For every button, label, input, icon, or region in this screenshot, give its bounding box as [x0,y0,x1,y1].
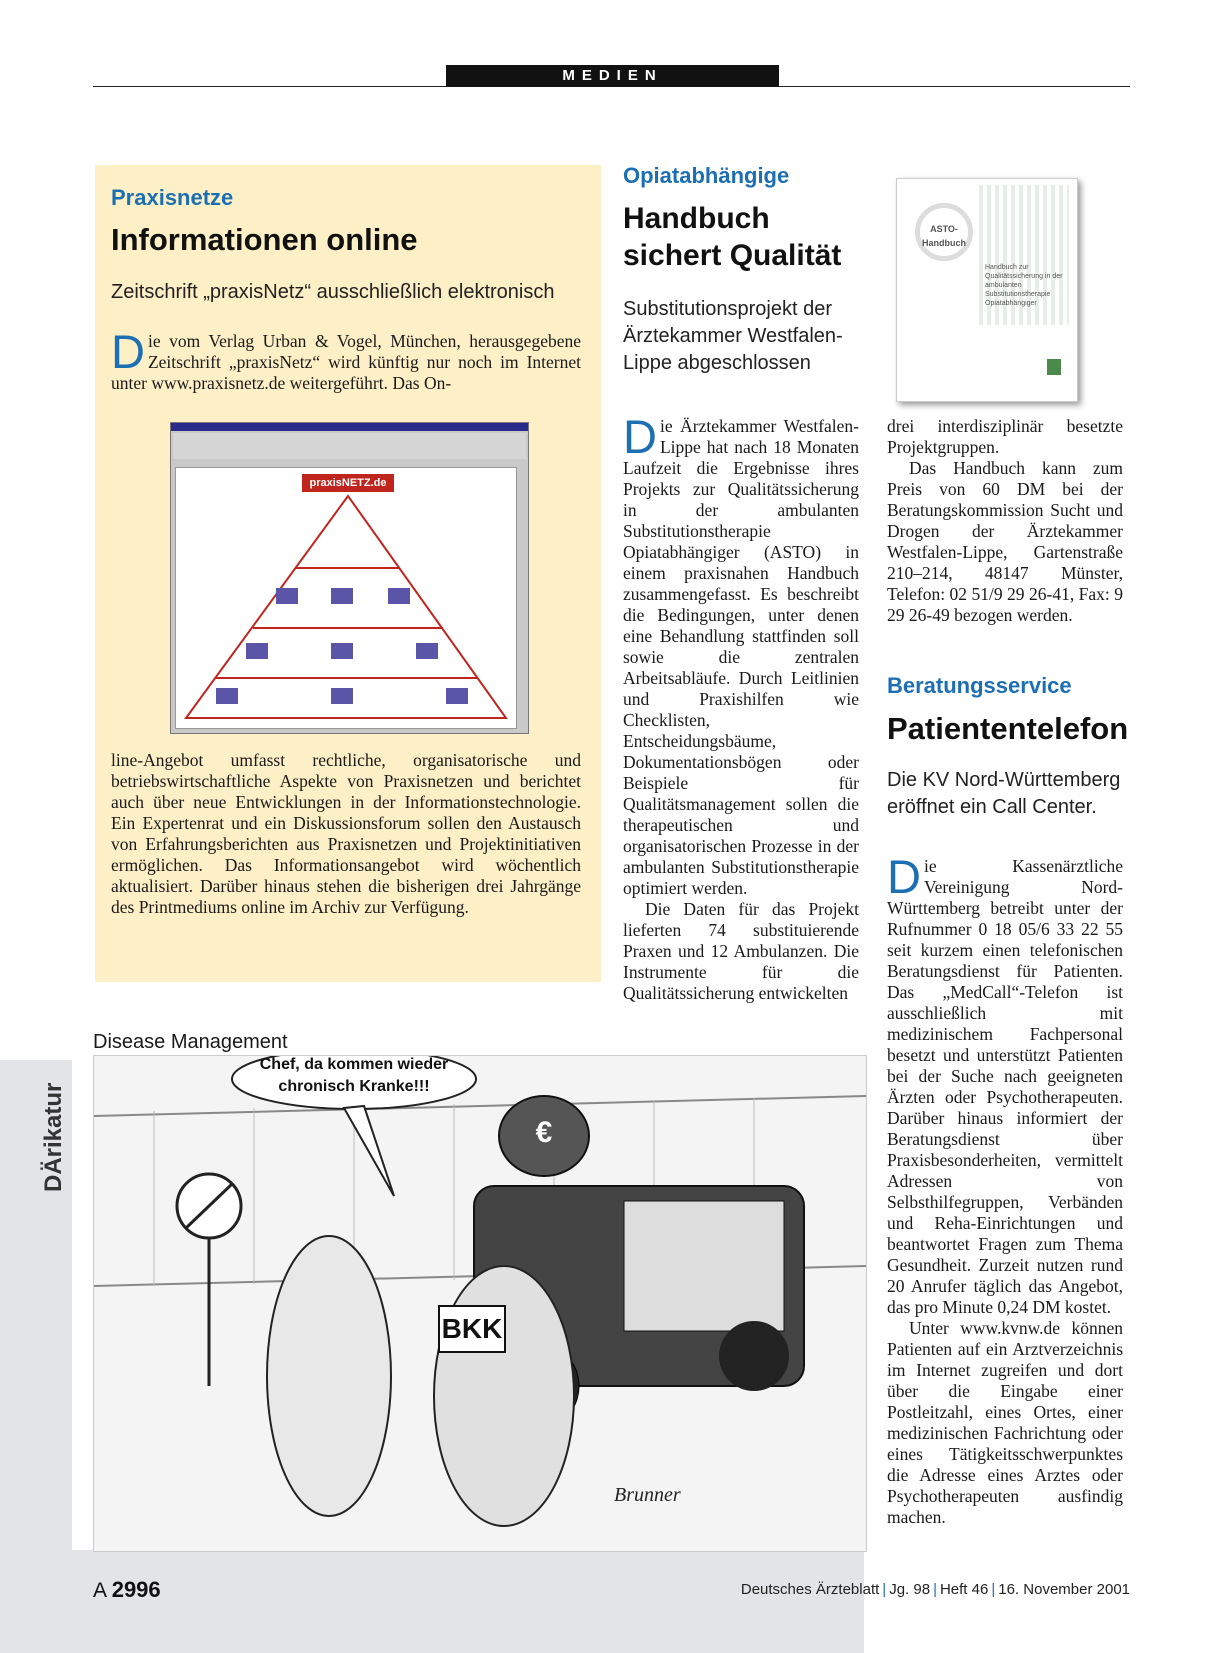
article2-p3: drei interdisziplinär besetzte Projektgruppen. [887,416,1123,457]
kicker-beratungsservice: Beratungsservice [887,673,1072,698]
article2-column-1 [623,410,859,1004]
journal-date: 16. November 2001 [998,1581,1130,1598]
article1-continuation: line-Angebot umfasst rechtliche, organisatorische und betriebswirtschaftliche Aspekte von Praxisnetzen und berichtet auch über neue Entwicklungen in der Informationstechnologie. Ein Expertenrat und ein Diskussionsforum sollen den Austausch von Erfahrungsberichten aus Praxisnetzen und Projektinitiativen ermöglichen. Das Informationsangebot wird wöchentlich aktualisiert. Darüber hinaus stehen die bisherigen drei Jahrgänge des Printmediums online im Archiv zur Verfügung. [111,750,581,917]
deck-call-center: Die KV Nord-Württemberg eröffnet ein Call Center. [887,769,1121,818]
article2-p1: ie Ärztekammer Westfalen-Lippe hat nach 18 Monaten Laufzeit die Ergebnisse ihres Projekts zur Qualitätssicherung in der ambulanten Substitutionstherapie Opiatabhängiger (ASTO) in einem praxisnahen Handbuch zusammengefasst. Es beschreibt die Bedingungen, unter denen eine Behandlung stattfinden soll sowie die zentralen Arbeitsabläufe. Durch Leitlinien und Praxishilfen wie Checklisten, Entscheidungsbäume, Dokumentationsbögen oder Beispiele für Qualitätsmanagement sollen die therapeutischen und organisatorischen Prozesse in der ambulanten Substitutionstherapie optimiert werden. [623,416,859,898]
dropcap: D [887,850,921,903]
bkk-jacket-label: BKK [441,1313,503,1344]
deck-substitutionsprojekt: Substitutionsprojekt der Ärztekammer Westfalen-Lippe abgeschlossen [623,298,843,374]
journal-issue: Heft 46 [939,1581,989,1598]
book-logo: ASTO-Handbuch [915,203,973,261]
dropcap: D [111,325,145,378]
asto-handbuch-cover [896,178,1078,402]
browser-toolbar [173,433,526,459]
dropcap: D [623,410,657,463]
deck-praxisnetz: Zeitschrift „praxisNetz“ ausschließlich elektronisch [111,281,555,303]
article3-p1: ie Kassenärztliche Vereinigung Nord-Württemberg betreibt unter der Rufnummer 0 18 05/6 33 22 55 seit kurzem einen telefonischen Beratungsdienst für Patienten. Das „MedCall“-Telefon ist ausschließlich mit medizinischem Fachpersonal besetzt und unterstützt Patienten bei der Suche nach geeigneten Ärzten oder Psychotherapeuten. Darüber hinaus informiert der Beratungsdienst über Praxisbesonderheiten, vermittelt Adressen von Selbsthilfegruppen, Verbänden und Reha-Einrichtungen und beantwortet Fragen zum Thema Gesundheit. Zurzeit nutzen rund 20 Anrufer täglich das Angebot, das pro Minute 0,24 DM kostet. [887,856,1123,1317]
artist-signature: Brunner [614,1484,681,1506]
article3-body [887,850,1123,1528]
praxisnetz-website-screenshot [170,422,529,734]
page-number: 2996 [111,1577,161,1602]
book-subtitle: Handbuch zur Qualitätssicherung in der ambulanten Substitutionstherapie Opiatabhängiger [985,264,1063,307]
journal-footer: Deutsches Ärzteblatt | Jg. 98 | Heft 46 | 16. November 2001 [740,1581,1130,1598]
cartoon-disease-management [93,1055,867,1552]
window-titlebar [171,423,528,431]
cartoon-caption: Disease Management [93,1031,288,1053]
article1-lead-text: ie vom Verlag Urban & Vogel, München, herausgegebene Zeitschrift „praxisNetz“ wird künftig nur noch im Internet unter www.praxisnetz.de weitergeführt. Das On- [111,331,581,393]
article3-p2: Unter www.kvnw.de können Patienten auf ein Arztverzeichnis im Internet zugreifen und dort über die Eingabe einer Postleitzahl, eines Ortes, einer medizinischen Fachrichtung oder eines Tätigkeitsschwerpunktes die Adresse eines Arztes oder Psychotherapeuten ausfindig machen. [887,1318,1123,1527]
page-folio [93,1577,161,1603]
kicker-praxisnetze: Praxisnetze [111,185,234,210]
headline-handbuch [623,200,841,274]
euro-sack-icon: € [535,1116,553,1149]
pyramid-graphic [176,468,516,728]
speech-bubble-text: Chef, da kommen wieder chronisch Kranke!!! [259,1056,449,1095]
darikatur-label: DÄrikatur [40,1082,67,1192]
journal-volume: Jg. 98 [889,1581,931,1598]
article2-column-2 [887,416,1123,626]
article2-p2: Die Daten für das Projekt lieferten 74 substituierende Praxen und 12 Ambulanzen. Die Instrumente für die Qualitätssicherung entwickelten [623,899,859,1003]
website-page [175,467,517,729]
praxisnetz-logo: praxisNETZ.de [302,474,394,492]
cartoon-drawing [94,1056,866,1551]
kicker-opiatabhaengige: Opiatabhängige [623,163,790,188]
folio-prefix: A [93,1579,106,1602]
article1-lead [111,325,581,394]
headline-informationen-online: Informationen online [111,222,418,257]
headline-patiententelefon: Patiententelefon [887,711,1129,746]
book-emblem [1047,359,1061,375]
journal-name: Deutsches Ärzteblatt [740,1581,880,1598]
section-label: MEDIEN [446,65,779,87]
article2-p4: Das Handbuch kann zum Preis von 60 DM bei der Beratungskommission Sucht und Drogen der Ärztekammer Westfalen-Lippe, Gartenstraße 210–214, 48147 Münster, Telefon: 02 51/9 29 26-41, Fax: 9 29 26-49 bezogen werden. [887,458,1123,625]
headline-line-2: sichert Qualität [623,239,842,272]
headline-line-1: Handbuch [623,202,770,235]
